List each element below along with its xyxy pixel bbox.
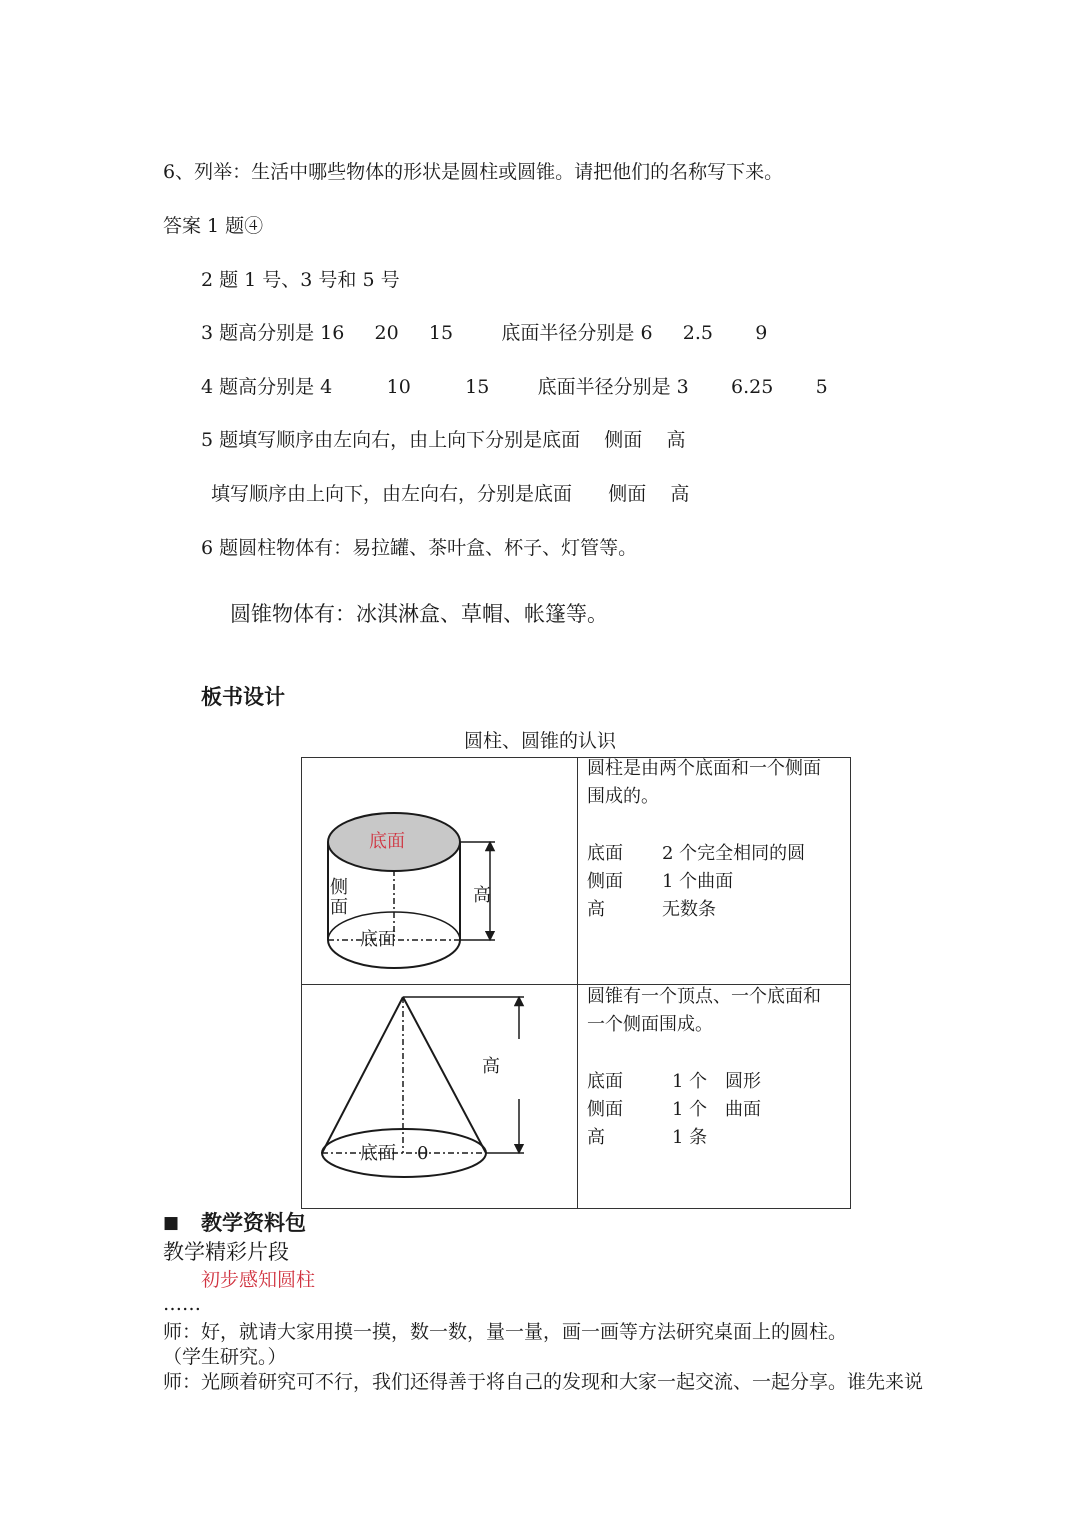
cone-height-label: 高: [482, 1056, 500, 1077]
cone-diagram: [302, 984, 577, 1210]
cone-row-base-val: 圆形: [725, 1071, 761, 1092]
cylinder-side-label-1: 侧: [330, 877, 348, 898]
cone-center-label: 0: [417, 1143, 429, 1164]
cone-row-base-num: 1 个: [672, 1071, 708, 1092]
package-bullet: ■: [163, 1213, 180, 1233]
cone-row-height-num: 1 条: [672, 1127, 708, 1148]
cone-row-side-num: 1 个: [672, 1099, 708, 1120]
answer-6-line1: 6 题圆柱物体有：易拉罐、茶叶盒、杯子、灯管等。: [201, 537, 638, 559]
cylinder-desc-line1: 圆柱是由两个底面和一个侧面: [587, 758, 821, 779]
cone-row-side-val: 曲面: [725, 1099, 761, 1120]
cylinder-row-base-val: 2 个完全相同的圆: [662, 843, 806, 864]
package-paragraph-2: （学生研究。）: [163, 1346, 287, 1368]
cylinder-row-side-val: 1 个曲面: [662, 871, 734, 892]
cone-bottom-label: 底面: [360, 1143, 396, 1164]
cylinder-top-label: 底面: [369, 831, 405, 852]
cone-row-side-key: 侧面: [587, 1099, 623, 1120]
answer-4: 4 题高分别是 4 10 15 底面半径分别是 3 6.25 5: [201, 376, 828, 398]
cone-row-base-key: 底面: [587, 1071, 623, 1092]
answer-2: 2 题 1 号、3 号和 5 号: [201, 269, 400, 291]
package-subtitle: 教学精彩片段: [163, 1240, 289, 1264]
board-heading: 板书设计: [201, 684, 285, 709]
answer-5-line1: 5 题填写顺序由左向右，由上向下分别是底面 侧面 高: [201, 429, 686, 451]
cylinder-height-label: 高: [473, 885, 491, 906]
cone-row-height-key: 高: [587, 1127, 605, 1148]
board-title: 圆柱、圆锥的认识: [464, 730, 617, 752]
package-section: 初步感知圆柱: [201, 1269, 316, 1291]
cylinder-row-base-key: 底面: [587, 843, 623, 864]
cylinder-desc-line2: 围成的。: [587, 786, 659, 807]
answer-5-line2: 填写顺序由上向下，由左向右，分别是底面 侧面 高: [211, 483, 690, 505]
answer-3: 3 题高分别是 16 20 15 底面半径分别是 6 2.5 9: [201, 322, 768, 344]
cone-desc-line1: 圆锥有一个顶点、一个底面和: [587, 986, 821, 1007]
table-divider-vertical: [577, 758, 578, 1208]
cylinder-row-height-val: 无数条: [662, 899, 716, 920]
cylinder-row-side-key: 侧面: [587, 871, 623, 892]
cylinder-side-label-2: 面: [330, 897, 348, 918]
answer-6-line2: 圆锥物体有：冰淇淋盒、草帽、帐篷等。: [230, 602, 608, 626]
cylinder-bottom-label: 底面: [360, 929, 396, 950]
package-paragraph-3: 师：光顾着研究可不行，我们还得善于将自己的发现和大家一起交流、一起分享。谁先来说: [163, 1371, 924, 1393]
cylinder-diagram: [302, 758, 577, 984]
answer-heading: 答案 1 题④: [163, 215, 264, 237]
package-ellipsis: ……: [163, 1293, 201, 1315]
question-6: 6、列举：生活中哪些物体的形状是圆柱或圆锥。请把他们的名称写下来。: [163, 161, 784, 183]
cylinder-row-height-key: 高: [587, 899, 605, 920]
package-title: 教学资料包: [201, 1210, 306, 1235]
package-paragraph-1: 师：好，就请大家用摸一摸，数一数，量一量，画一画等方法研究桌面上的圆柱。: [163, 1321, 848, 1343]
board-table: [301, 757, 851, 1209]
cone-desc-line2: 一个侧面围成。: [587, 1014, 713, 1035]
